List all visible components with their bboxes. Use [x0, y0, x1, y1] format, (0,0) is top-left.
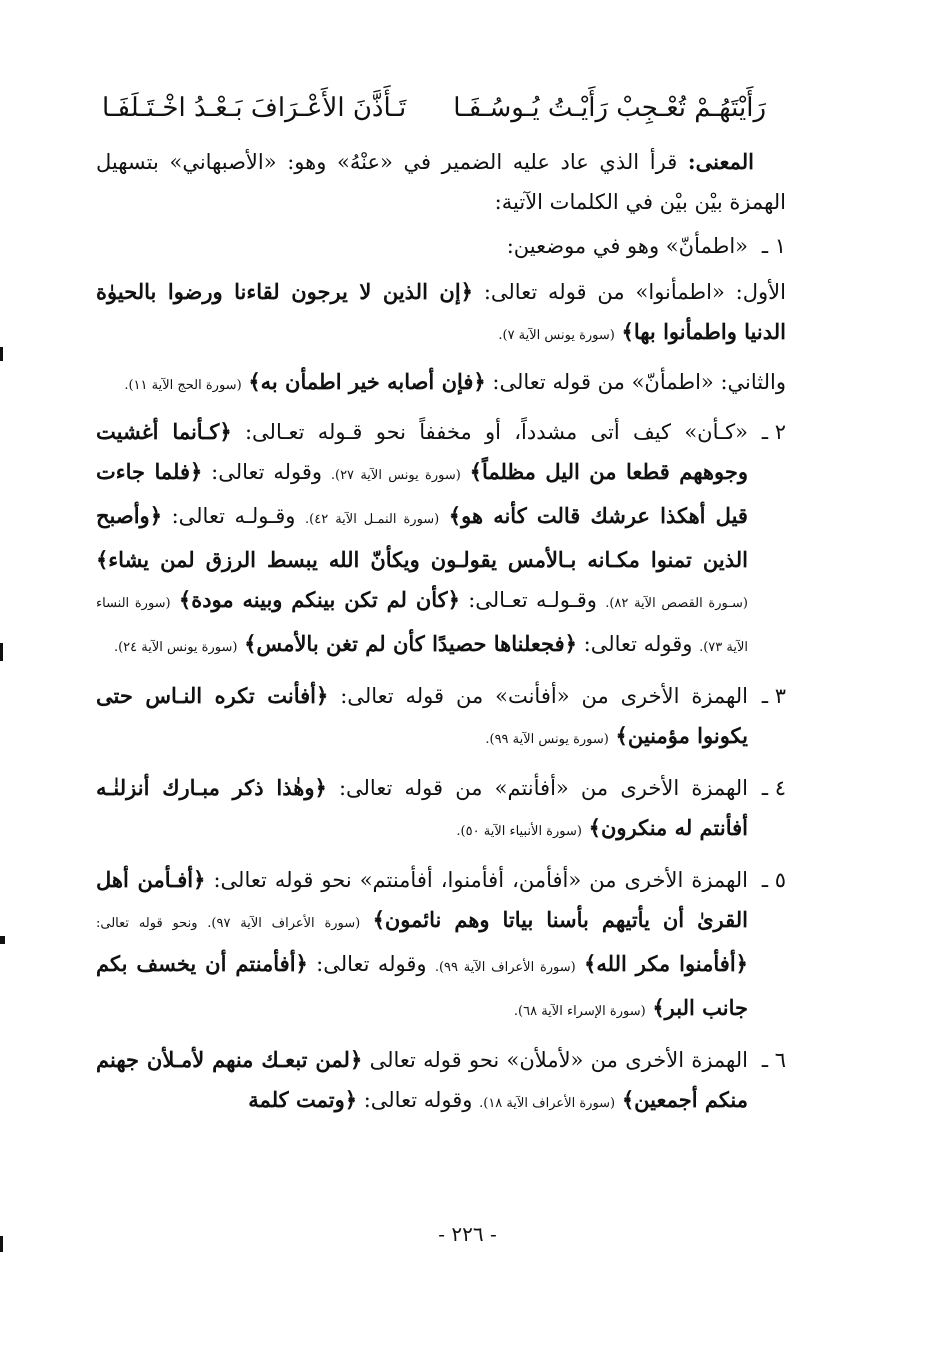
item-2-quote-5: ﴿فجعلناها حصيدًا كأن لم تغن بالأمس﴾: [244, 631, 577, 656]
item-5-quote-3: ﴿أفأمنتم أن يخسف بكم جانب البر﴾: [96, 951, 748, 1020]
item-5-text-3: وقوله تعالى:: [316, 952, 427, 976]
item-6-text-2: وقوله تعالى:: [363, 1088, 473, 1112]
item-3-number: ٣ ـ: [761, 684, 786, 708]
item-2-ref-1: (سورة يونس الآية ٢٧).: [330, 468, 461, 483]
item-5-ref-2: (سورة الأعراف الآية ٩٩).: [434, 960, 576, 975]
item-5-ref-1: (سورة الأعراف الآية ٩٧). ونحو قوله تعالى:: [96, 916, 361, 931]
item-2: [96, 412, 786, 668]
item-2-quote-2: ﴿فلما جاءت قيل أهكذا عرشك قالت كأنه هو﴾: [96, 459, 748, 528]
item-1-second-quote: ﴿فإن أصابه خير اطمأن به﴾: [248, 369, 486, 394]
item-3-body: [96, 676, 748, 760]
item-2-quote-1: ﴿كـأنما أغشيت وجوههم قطعا من اليل مظلماً﴾: [96, 419, 748, 484]
item-1-first-prefix: الأول: «اطمأنوا» من قوله تعالى:: [483, 280, 786, 304]
verse-first-hemistich: رَأَيْتَهُـمْ تُعْـجِبْ رَأَيْـتُ يُـوسُـفَـا: [453, 93, 766, 123]
item-6-ref-1: (سورة الأعراف الآية ١٨).: [479, 1096, 616, 1111]
item-4: [96, 768, 786, 852]
item-6-quote-1: ﴿لمن تبعـك منهم لأمـلأن جهنم منكم أجمعين﴾: [96, 1047, 748, 1112]
item-4-text-1: الهمزة الأخرى من «أفأنتم» من قوله تعالى:: [338, 776, 748, 800]
item-2-text-3: وقـولـه تعالى:: [171, 504, 296, 528]
item-4-ref-1: (سورة الأنبياء الآية ٥٠).: [456, 824, 582, 839]
item-1-second-prefix: والثاني: «اطمأنّ» من قوله تعالى:: [492, 370, 786, 394]
item-2-quote-4: ﴿كأن لم تكن بينكم وبينه مودة﴾: [178, 587, 460, 612]
item-4-body: [96, 768, 748, 852]
item-2-text-4: وقـولـه تعـالى:: [468, 588, 597, 612]
page-number: - ٢٢٦ -: [438, 1222, 497, 1246]
item-1-first-ref: (سورة يونس الآية ٧).: [498, 328, 615, 343]
item-6-text-1: الهمزة الأخرى من «لأملأن» نحو قوله تعالى: [369, 1048, 748, 1072]
item-3-ref-1: (سورة يونس الآية ٩٩).: [485, 732, 609, 747]
item-2-body: [96, 412, 748, 668]
item-2-text-2: وقوله تعالى:: [211, 460, 323, 484]
intro-paragraph: [96, 142, 786, 222]
scan-edge-mark: [0, 936, 5, 944]
item-5: [96, 860, 786, 1032]
item-2-ref-4: (سورة النساء الآية ٧٣).: [96, 596, 748, 655]
verse-second-hemistich: تَـأَذَّنَ الأَعْـرَافَ بَـعْـدُ اخْـتَـلَفَـا: [102, 93, 407, 123]
scan-edge-mark: [0, 643, 3, 661]
item-6: [96, 1040, 786, 1124]
page-body: [96, 88, 786, 1132]
intro-label: المعنى:: [687, 149, 754, 174]
item-2-ref-3: (سـورة القصص الآية ٨٢).: [605, 596, 748, 611]
item-2-text-5: وقوله تعالى:: [583, 632, 693, 656]
item-3: [96, 676, 786, 760]
item-1-number: ١ ـ: [761, 234, 786, 258]
item-1-second: [96, 362, 786, 406]
item-2-ref-2: (سورة النمـل الآية ٤٢).: [305, 512, 440, 527]
item-5-quote-2: ﴿أفأمنوا مكر الله﴾: [584, 951, 748, 976]
item-2-number: ٢ ـ: [761, 420, 786, 444]
item-1-second-ref: (سورة الحج الآية ١١).: [124, 378, 242, 393]
item-1-first: [96, 272, 786, 356]
item-5-ref-3: (سورة الإسراء الآية ٦٨).: [513, 1004, 646, 1019]
item-5-body: [96, 860, 748, 1032]
item-3-text-1: الهمزة الأخرى من «أفأنت» من قوله تعالى:: [340, 684, 748, 708]
item-4-number: ٤ ـ: [761, 776, 786, 800]
item-5-number: ٥ ـ: [761, 868, 786, 892]
item-3-quote-1: ﴿أفأنت تكره النـاس حتى يكونوا مؤمنين﴾: [96, 683, 748, 748]
item-1-first-quote: ﴿إن الذين لا يرجون لقاءنا ورضوا بالحيوٰة الدنيا واطمأنوا بها﴾: [96, 279, 786, 344]
item-1-title: «اطمأنّ» وهو في موضعين:: [506, 234, 748, 258]
scan-edge-mark: [0, 347, 3, 361]
item-6-number: ٦ ـ: [761, 1048, 786, 1072]
item-5-quote-1: ﴿أفـأمن أهل القرىٰ أن يأتيهم بأسنا بياتا وهم نائمون﴾: [96, 867, 748, 932]
item-5-text-1: الهمزة الأخرى من «أفأمن، أفأمنوا، أفأمنتم» نحو قوله تعالى:: [213, 868, 748, 892]
item-2-text-1: «كـأن» كيف أتى مشدداً، أو مخففاً نحو قـوله تعـالى:: [244, 420, 748, 444]
scan-edge-mark: [0, 1236, 3, 1252]
item-1-heading: [96, 226, 786, 266]
item-4-quote-1: ﴿وهٰذا ذكر مبـارك أنزلنٰـه أفأنتم له منكرون﴾: [96, 775, 748, 840]
poem-verse: [96, 88, 786, 128]
item-6-body: [96, 1040, 748, 1124]
item-6-quote-2: ﴿وتمت كلمة: [248, 1087, 358, 1112]
item-2-ref-5: (سورة يونس الآية ٢٤).: [113, 640, 238, 655]
intro-text: قرأ الذي عاد عليه الضمير في «عنْهُ» وهو: «الأصبهاني» بتسهيل الهمزة بيْن بيْن في الكلمات الآتية:: [96, 150, 786, 214]
item-2-quote-3: ﴿وأصبح الذين تمنوا مكـانه بـالأمس يقولـون ويكأنّ الله يبسط الرزق لمن يشاء﴾: [96, 503, 748, 572]
